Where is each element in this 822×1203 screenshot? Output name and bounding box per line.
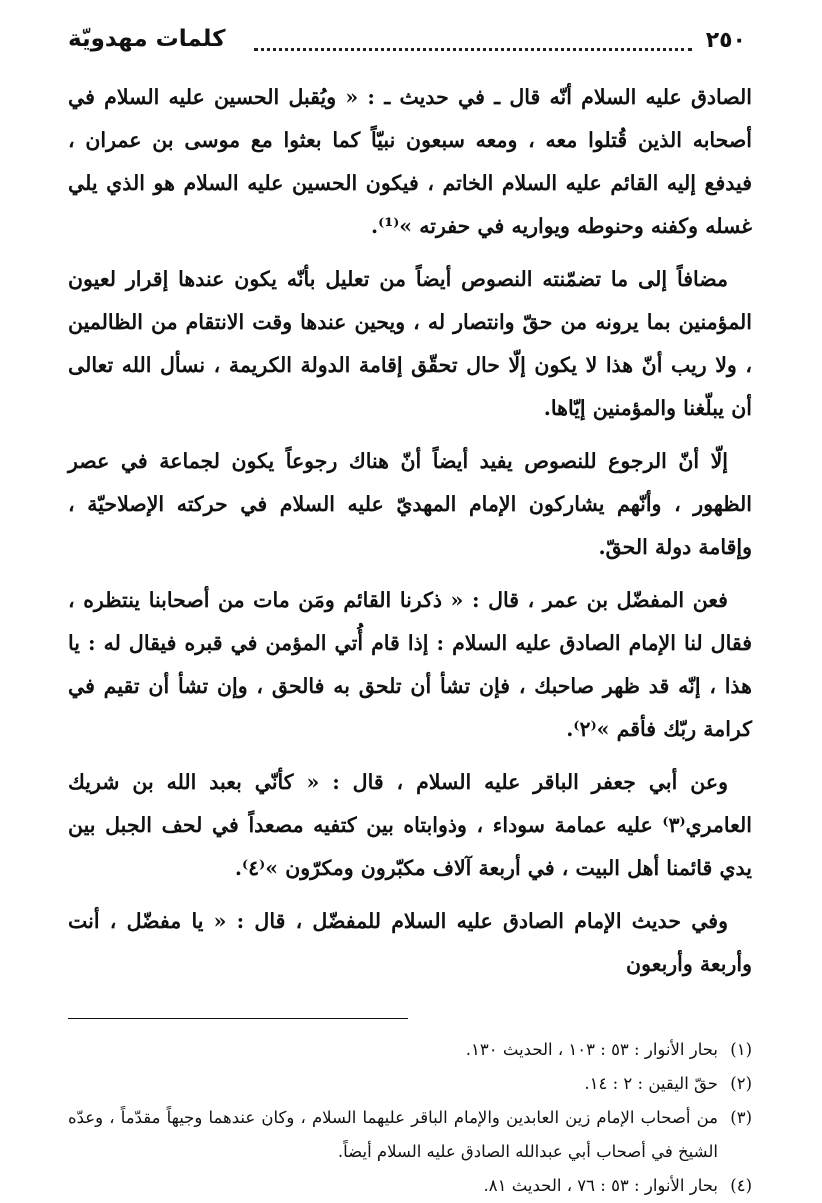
footnote-text: من أصحاب الإمام زين العابدين والإمام الباقر عليهما السلام ، وكان عندهما وجيهاً مقدّماً ، وعدّه الشيخ في أصحاب أبي عبدالله الصادق عليه السلام أيضاً.	[68, 1108, 718, 1161]
footnote-number: (٤)	[730, 1176, 752, 1195]
paragraph-3: إلّا أنّ الرجوع للنصوص يفيد أيضاً أنّ هناك رجوعاً يكون لجماعة في عصر الظهور ، وأنّهم يشاركون الإمام المهديّ عليه السلام في حركته الإصلاحيّة ، وإقامة دولة الحقّ.	[68, 449, 752, 559]
footnote-2	[68, 1067, 752, 1101]
footnote-1	[68, 1033, 752, 1067]
header-dotted-leader	[254, 48, 692, 51]
main-text	[68, 76, 752, 986]
book-page	[68, 22, 752, 1195]
running-title: كلمات مهدويّة	[68, 26, 226, 52]
paragraph-2: مضافاً إلى ما تضمّنته النصوص أيضاً من تعليل بأنّه يكون عندها إقرار لعيون المؤمنين بما يرونه من حقّ وانتصار له ، ويحين عندها وقت الانتقام من الظالمين ، ولا ريب أنّ هذا لا يكون إلّا حال تحقّق إقامة الدولة الكريمة ، نسأل الله تعالى أن يبلّغنا والمؤمنين إيّاها.	[68, 267, 752, 420]
footnote-text: بحار الأنوار : ٥٣ : ٧٦ ، الحديث ٨١.	[483, 1176, 718, 1195]
footnote-4	[68, 1169, 752, 1203]
page-header	[68, 22, 752, 66]
page-number: ٢٥٠	[705, 28, 746, 53]
paragraph-5: وعن أبي جعفر الباقر عليه السلام ، قال : « كأنّي بعبد الله بن شريك العامري⁽٣⁾ عليه عمامة سوداء ، وذوابتاه بين كتفيه مصعداً في لحف الجبل بين يدي قائمنا أهل البيت ، في أربعة آلاف مكبّرون ومكرّون »⁽٤⁾.	[68, 770, 752, 880]
footnote-divider	[68, 1018, 408, 1019]
footnote-text: حقّ اليقين : ٢ : ١٤.	[584, 1074, 718, 1093]
footnote-3	[68, 1101, 752, 1169]
footnote-number: (٣)	[730, 1108, 752, 1127]
paragraph-1: الصادق عليه السلام أنّه قال ـ في حديث ـ : « ويُقبل الحسين عليه السلام في أصحابه الذين قُتلوا معه ، ومعه سبعون نبيّاً كما بعثوا مع موسى بن عمران ، فيدفع إليه القائم عليه السلام الخاتم ، فيكون الحسين عليه السلام هو الذي يلي غسله وكفنه وحنوطه ويواريه في حفرته »⁽¹⁾.	[68, 85, 752, 238]
footnote-number: (٢)	[730, 1074, 752, 1093]
footnote-text: بحار الأنوار : ٥٣ : ١٠٣ ، الحديث ١٣٠.	[465, 1040, 718, 1059]
footnote-number: (١)	[730, 1040, 752, 1059]
paragraph-6: وفي حديث الإمام الصادق عليه السلام للمفضّل ، قال : « يا مفضّل ، أنت وأربعة وأربعون	[68, 909, 752, 976]
paragraph-4: فعن المفضّل بن عمر ، قال : « ذكرنا القائم ومَن مات من أصحابنا ينتظره ، فقال لنا الإمام الصادق عليه السلام : إذا قام أُتي المؤمن في قبره فيقال له : يا هذا ، إنّه قد ظهر صاحبك ، فإن تشأ أن تلحق به فالحق ، وإن تشأ أن تقيم في كرامة ربّك فأقم »⁽٢⁾.	[68, 588, 752, 741]
